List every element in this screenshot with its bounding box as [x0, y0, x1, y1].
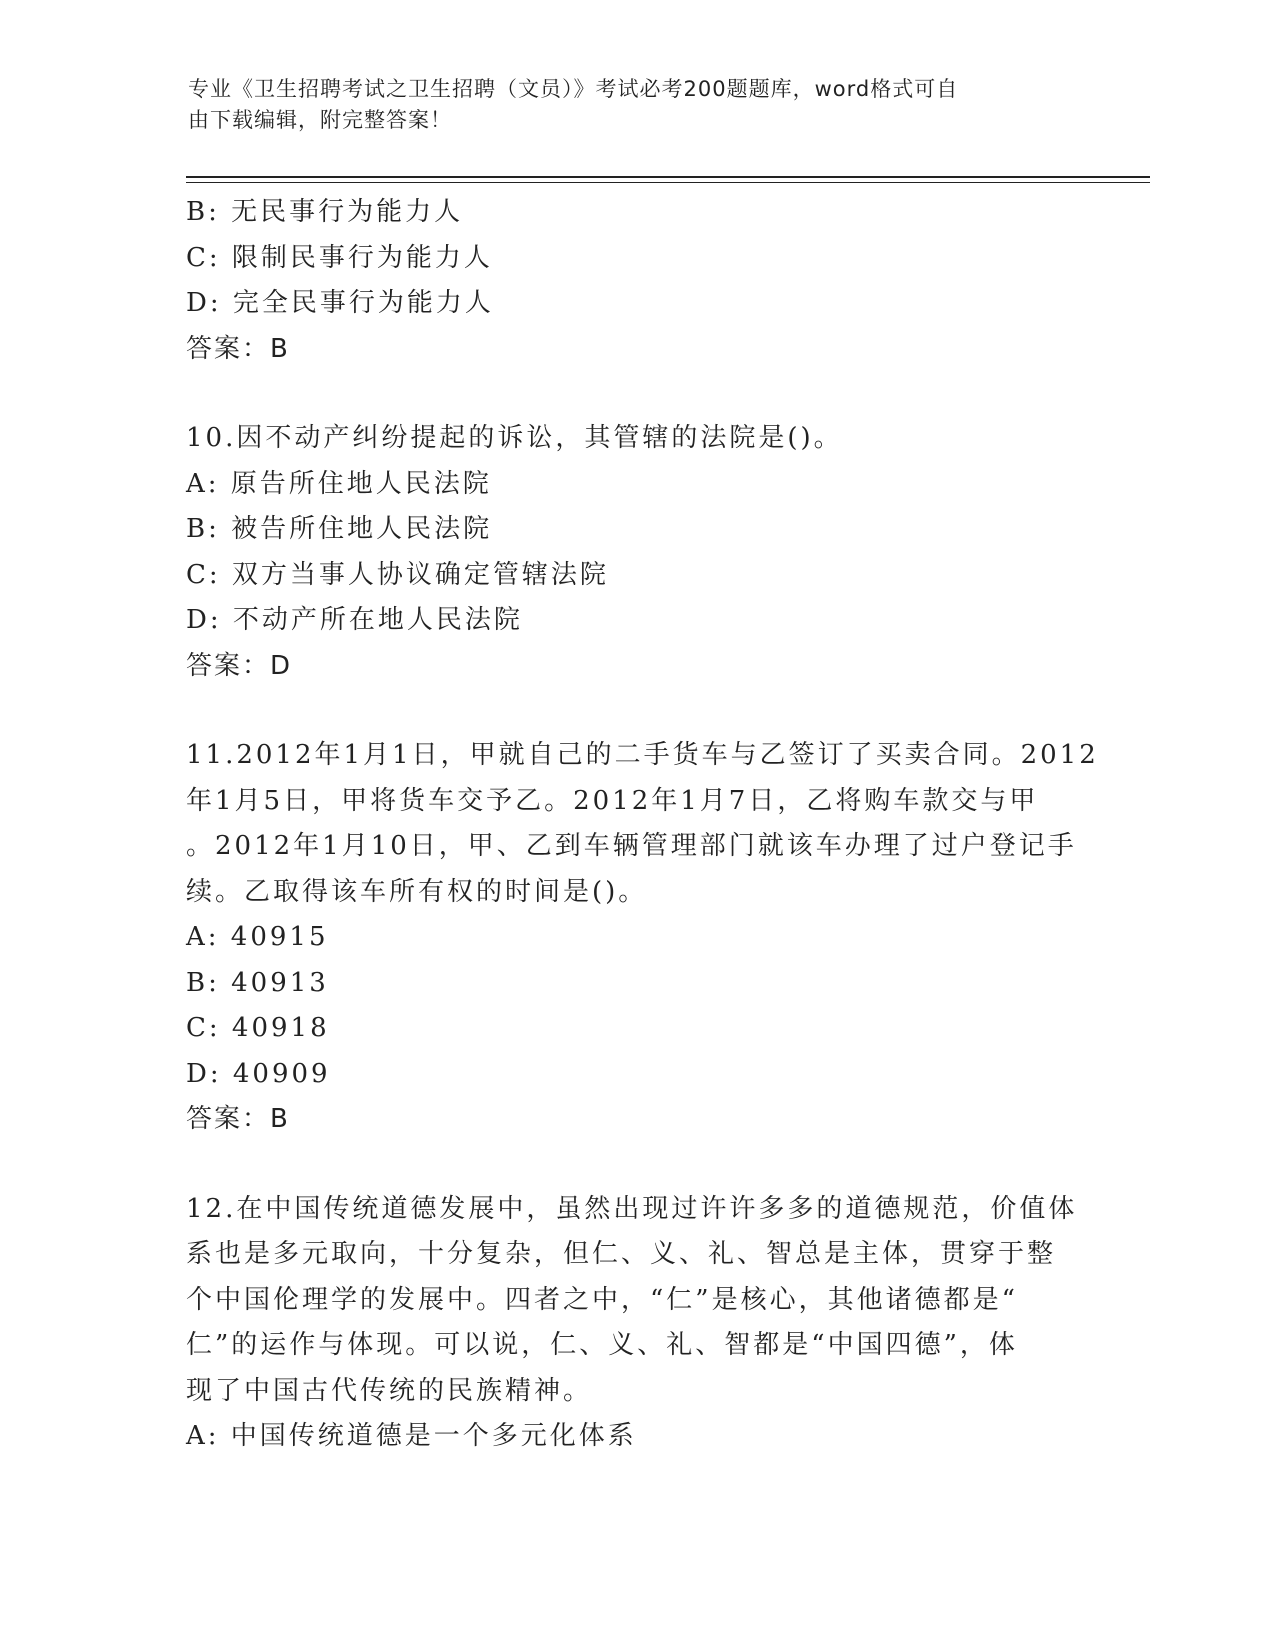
option-c: C: 40918 [186, 1013, 330, 1043]
header-line-1: 专业《卫生招聘考试之卫生招聘（文员）》考试必考200题题库，word格式可自 [188, 77, 959, 101]
header-line-2: 由下载编辑，附完整答案！ [188, 108, 452, 132]
question-block-10 [186, 416, 1086, 689]
answer-line: 答案：B [186, 333, 290, 364]
question-stem-line: 续。乙取得该车所有权的时间是()。 [186, 876, 648, 907]
question-stem-line: 系也是多元取向，十分复杂，但仁、义、礼、智总是主体，贯穿于整 [186, 1239, 1057, 1269]
option-a: A: 原告所住地人民法院 [186, 468, 492, 499]
option-b: B: 被告所住地人民法院 [186, 514, 493, 544]
answer-line: 答案：B [186, 1104, 290, 1134]
header-divider-thin [186, 182, 1150, 183]
question-stem-line: 仁”的运作与体现。可以说，仁、义、礼、智都是“中国四德”，体 [186, 1330, 1018, 1360]
answer-line: 答案：D [186, 650, 293, 681]
question-stem-line: 12.在中国传统道德发展中，虽然出现过许许多多的道德规范，价值体 [186, 1193, 1078, 1224]
question-block-11 [186, 733, 1099, 1143]
option-d: D: 完全民事行为能力人 [186, 288, 494, 318]
question-stem-line: 个中国伦理学的发展中。四者之中，“仁”是核心，其他诸德都是“ [186, 1284, 1018, 1315]
question-block-prev [186, 190, 1086, 372]
question-stem-line: 。2012年1月10日，甲、乙到车辆管理部门就该车办理了过户登记手 [186, 831, 1077, 861]
option-c: C: 限制民事行为能力人 [186, 242, 493, 273]
question-stem: 10.因不动产纠纷提起的诉讼，其管辖的法院是()。 [186, 423, 843, 453]
question-block-12 [186, 1187, 1086, 1460]
document-body [186, 190, 1099, 1460]
option-d: D: 40909 [186, 1058, 331, 1089]
option-a: A: 中国传统道德是一个多元化体系 [186, 1421, 637, 1451]
option-c: C: 双方当事人协议确定管辖法院 [186, 559, 609, 590]
question-stem-line: 年1月5日，甲将货车交予乙。2012年1月7日，乙将购车款交与甲 [186, 785, 1039, 816]
option-b: B: 无民事行为能力人 [186, 197, 464, 227]
document-header [188, 74, 1068, 136]
option-b: B: 40913 [186, 967, 329, 998]
question-stem-line: 现了中国古代传统的民族精神。 [186, 1375, 593, 1406]
option-d: D: 不动产所在地人民法院 [186, 605, 523, 635]
header-divider-thick [186, 176, 1150, 178]
option-a: A: 40915 [186, 922, 329, 952]
question-stem-line: 11.2012年1月1日，甲就自己的二手货车与乙签订了买卖合同。2012 [186, 740, 1099, 770]
